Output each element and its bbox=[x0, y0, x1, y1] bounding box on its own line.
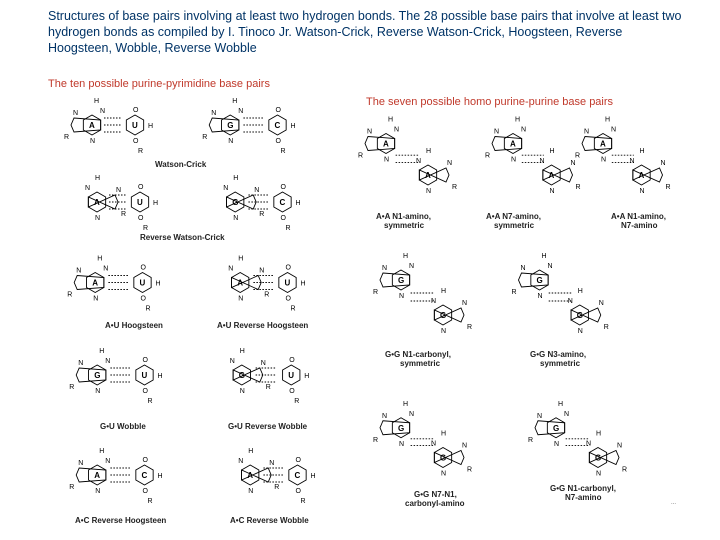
svg-text:G: G bbox=[238, 371, 246, 380]
svg-text:O: O bbox=[142, 388, 148, 395]
svg-text:C: C bbox=[274, 121, 281, 130]
svg-text:A: A bbox=[638, 171, 645, 180]
svg-text:H: H bbox=[239, 348, 245, 355]
svg-text:N: N bbox=[570, 160, 576, 167]
svg-text:H: H bbox=[541, 253, 547, 260]
svg-text:H: H bbox=[403, 400, 409, 408]
svg-text:A: A bbox=[247, 471, 253, 480]
svg-text:N: N bbox=[90, 138, 96, 145]
molecule-pair-drawing bbox=[350, 112, 470, 202]
pair-label-aa-n1-amino: A•A N1-amino, bbox=[376, 212, 431, 221]
svg-text:O: O bbox=[295, 488, 301, 495]
svg-text:N: N bbox=[238, 458, 244, 465]
svg-text:A: A bbox=[94, 471, 100, 480]
svg-text:U: U bbox=[132, 121, 138, 130]
svg-text:H: H bbox=[441, 430, 447, 438]
svg-text:O: O bbox=[285, 264, 291, 272]
svg-text:N: N bbox=[95, 488, 101, 495]
svg-text:A: A bbox=[510, 139, 516, 149]
svg-text:R: R bbox=[665, 184, 671, 191]
svg-text:N: N bbox=[93, 295, 99, 303]
molecule-pair-drawing bbox=[365, 245, 485, 345]
molecule-pair-drawing bbox=[60, 250, 170, 315]
svg-text:R: R bbox=[528, 436, 534, 444]
svg-text:O: O bbox=[275, 107, 281, 114]
pair-label-gu-reverse-wobble: G•U Reverse Wobble bbox=[228, 422, 308, 431]
svg-text:O: O bbox=[275, 138, 281, 145]
svg-text:H: H bbox=[388, 116, 394, 124]
svg-text:H: H bbox=[304, 373, 310, 380]
svg-text:H: H bbox=[232, 98, 238, 105]
svg-text:G: G bbox=[398, 423, 405, 433]
page-title: Structures of base pairs involving at least two hydrogen bonds. The 28 possible base pairs that involve at least two hydrogen bonds as compiled by I. Tinoco Jr. Watson-Crick, Reverse Watson-Crick, Hoogsteen, Reverse Hoogsteen, Wobble, Reverse Wobble bbox=[48, 9, 682, 55]
svg-text:H: H bbox=[99, 348, 105, 355]
svg-text:H: H bbox=[99, 448, 105, 455]
svg-text:N: N bbox=[416, 158, 422, 165]
svg-text:R: R bbox=[373, 289, 379, 296]
svg-text:R: R bbox=[64, 134, 70, 141]
svg-text:N: N bbox=[382, 412, 388, 420]
svg-text:O: O bbox=[138, 215, 144, 222]
svg-text:N: N bbox=[537, 412, 543, 420]
svg-text:R: R bbox=[603, 324, 609, 331]
svg-text:N: N bbox=[211, 110, 217, 117]
svg-text:N: N bbox=[554, 440, 560, 448]
pair-label-aa-n1-n7-amino: A•A N1-amino, bbox=[611, 212, 666, 221]
svg-text:N: N bbox=[586, 440, 592, 448]
svg-text:R: R bbox=[121, 211, 127, 218]
svg-text:G: G bbox=[227, 121, 234, 130]
svg-text:N: N bbox=[269, 460, 275, 467]
svg-text:H: H bbox=[577, 288, 583, 295]
svg-text:H: H bbox=[295, 200, 301, 207]
pair-label-ac-reverse-wobble: A•C Reverse Wobble bbox=[230, 516, 309, 525]
svg-text:R: R bbox=[452, 184, 458, 191]
svg-text:H: H bbox=[97, 255, 103, 263]
svg-text:N: N bbox=[426, 188, 432, 195]
svg-text:C: C bbox=[294, 471, 301, 480]
svg-text:N: N bbox=[384, 156, 390, 164]
svg-text:A: A bbox=[600, 139, 606, 149]
svg-text:R: R bbox=[147, 498, 153, 505]
svg-text:N: N bbox=[564, 410, 570, 418]
svg-text:R: R bbox=[264, 291, 270, 299]
molecule-pair-drawing bbox=[205, 250, 315, 315]
svg-text:N: N bbox=[248, 488, 254, 495]
svg-text:R: R bbox=[575, 184, 581, 191]
svg-text:O: O bbox=[289, 388, 295, 395]
svg-text:R: R bbox=[285, 225, 291, 232]
svg-text:R: R bbox=[622, 466, 628, 474]
svg-text:N: N bbox=[549, 188, 555, 195]
molecule-pair-drawing bbox=[205, 340, 320, 410]
svg-text:N: N bbox=[409, 263, 415, 270]
svg-text:H: H bbox=[290, 123, 296, 130]
svg-text:N: N bbox=[382, 265, 388, 272]
svg-text:H: H bbox=[153, 200, 159, 207]
molecule-pair-drawing bbox=[62, 440, 172, 510]
svg-text:R: R bbox=[485, 152, 491, 160]
svg-text:N: N bbox=[238, 295, 244, 303]
svg-text:N: N bbox=[547, 263, 553, 270]
svg-text:G: G bbox=[536, 276, 543, 285]
svg-text:H: H bbox=[148, 123, 154, 130]
svg-text:N: N bbox=[85, 185, 91, 192]
svg-text:N: N bbox=[462, 442, 468, 450]
svg-text:U: U bbox=[288, 371, 295, 380]
molecule-pair-drawing bbox=[200, 172, 310, 232]
svg-text:O: O bbox=[295, 457, 301, 464]
svg-text:H: H bbox=[157, 473, 163, 480]
svg-text:N: N bbox=[399, 293, 405, 300]
svg-text:N: N bbox=[584, 128, 590, 136]
svg-text:N: N bbox=[73, 110, 79, 117]
svg-text:H: H bbox=[515, 116, 521, 124]
svg-text:R: R bbox=[138, 148, 144, 155]
svg-text:H: H bbox=[94, 98, 100, 105]
pair-label-gu-wobble: G•U Wobble bbox=[100, 422, 146, 431]
svg-text:C: C bbox=[141, 471, 148, 480]
pair-label-au-reverse-hoogsteen: A•U Reverse Hoogsteen bbox=[217, 321, 309, 330]
molecule-pair-drawing bbox=[215, 440, 325, 510]
svg-text:R: R bbox=[69, 384, 75, 391]
svg-text:N: N bbox=[116, 187, 122, 194]
molecule-pair-drawing bbox=[570, 112, 680, 202]
svg-text:N: N bbox=[567, 298, 573, 305]
svg-text:N: N bbox=[431, 298, 437, 305]
svg-text:R: R bbox=[143, 225, 149, 232]
svg-text:O: O bbox=[280, 215, 286, 222]
svg-text:N: N bbox=[577, 328, 583, 335]
svg-text:N: N bbox=[447, 160, 453, 167]
svg-text:O: O bbox=[280, 184, 286, 191]
svg-text:A: A bbox=[92, 278, 98, 288]
svg-text:R: R bbox=[467, 324, 473, 331]
svg-text:R: R bbox=[145, 305, 151, 313]
svg-text:N: N bbox=[367, 128, 373, 136]
svg-text:N: N bbox=[596, 470, 602, 478]
svg-text:N: N bbox=[539, 158, 545, 165]
svg-text:N: N bbox=[617, 442, 623, 450]
pair-label-aa-n1-amino-sub: symmetric bbox=[384, 221, 425, 230]
svg-text:N: N bbox=[494, 128, 500, 136]
svg-text:H: H bbox=[596, 430, 602, 438]
pair-label-gg-n1-n7-amino-sub: N7-amino bbox=[565, 493, 602, 502]
svg-text:N: N bbox=[399, 440, 405, 448]
svg-text:N: N bbox=[78, 460, 84, 467]
svg-text:G: G bbox=[94, 371, 101, 380]
svg-text:R: R bbox=[202, 134, 208, 141]
svg-text:N: N bbox=[229, 358, 235, 365]
molecule-pair-drawing bbox=[62, 340, 172, 410]
molecule-pair-drawing bbox=[60, 95, 160, 155]
pair-label-au-hoogsteen: A•U Hoogsteen bbox=[105, 321, 163, 330]
svg-text:G: G bbox=[440, 311, 447, 320]
svg-text:N: N bbox=[520, 265, 526, 272]
svg-text:N: N bbox=[639, 188, 645, 195]
svg-text:G: G bbox=[232, 198, 239, 207]
svg-text:H: H bbox=[157, 373, 163, 380]
svg-text:N: N bbox=[228, 138, 234, 145]
svg-text:N: N bbox=[660, 160, 666, 167]
svg-text:R: R bbox=[294, 398, 300, 405]
svg-text:N: N bbox=[431, 440, 437, 448]
svg-text:H: H bbox=[441, 288, 447, 295]
svg-text:R: R bbox=[280, 148, 286, 155]
left-section-heading: The ten possible purine-pyrimidine base pairs bbox=[48, 78, 270, 90]
svg-text:N: N bbox=[95, 388, 101, 395]
pair-label-gg-n1-carbonyl-sub: symmetric bbox=[400, 359, 441, 368]
svg-text:R: R bbox=[69, 484, 75, 491]
svg-text:A: A bbox=[89, 121, 95, 130]
svg-text:A: A bbox=[237, 278, 243, 288]
svg-text:N: N bbox=[598, 300, 604, 307]
svg-text:N: N bbox=[76, 267, 82, 275]
svg-text:R: R bbox=[300, 498, 306, 505]
page-mark: ... bbox=[670, 500, 676, 506]
molecule-pair-drawing bbox=[365, 398, 485, 483]
svg-text:N: N bbox=[95, 215, 101, 222]
svg-text:N: N bbox=[462, 300, 468, 307]
svg-text:R: R bbox=[259, 211, 265, 218]
svg-text:O: O bbox=[140, 295, 146, 303]
svg-text:N: N bbox=[238, 108, 244, 115]
svg-text:R: R bbox=[575, 152, 581, 160]
svg-text:O: O bbox=[138, 184, 144, 191]
svg-text:N: N bbox=[521, 126, 527, 134]
svg-text:N: N bbox=[254, 187, 260, 194]
svg-text:G: G bbox=[553, 423, 560, 433]
svg-text:U: U bbox=[139, 278, 146, 288]
pair-label-aa-n7-amino-sub: symmetric bbox=[494, 221, 535, 230]
pair-label-gg-n7-n1-sub: carbonyl-amino bbox=[405, 499, 465, 508]
molecule-pair-drawing bbox=[195, 95, 305, 155]
svg-text:N: N bbox=[511, 156, 517, 164]
svg-text:R: R bbox=[373, 436, 379, 444]
svg-text:N: N bbox=[100, 108, 106, 115]
svg-text:R: R bbox=[290, 305, 296, 313]
svg-text:R: R bbox=[147, 398, 153, 405]
svg-text:N: N bbox=[105, 358, 111, 365]
svg-text:N: N bbox=[228, 265, 234, 273]
svg-text:G: G bbox=[398, 276, 405, 285]
svg-text:H: H bbox=[155, 280, 161, 288]
svg-text:U: U bbox=[284, 278, 291, 288]
svg-text:N: N bbox=[601, 156, 607, 164]
svg-text:H: H bbox=[95, 175, 101, 182]
pair-label-aa-n7-amino: A•A N7-amino, bbox=[486, 212, 541, 221]
pair-label-gg-n1-carbonyl: G•G N1-carbonyl, bbox=[385, 350, 451, 359]
svg-text:G: G bbox=[440, 453, 447, 463]
molecule-pair-drawing bbox=[65, 172, 165, 232]
pair-label-gg-n3-amino: G•G N3-amino, bbox=[530, 350, 587, 359]
svg-text:N: N bbox=[223, 185, 229, 192]
pair-label-gg-n3-amino-sub: symmetric bbox=[540, 359, 581, 368]
svg-text:H: H bbox=[605, 116, 611, 124]
svg-text:H: H bbox=[300, 280, 306, 288]
pair-label-aa-n1-n7-amino-sub: N7-amino bbox=[621, 221, 658, 230]
svg-text:H: H bbox=[403, 253, 409, 260]
svg-text:G: G bbox=[595, 453, 602, 463]
svg-text:N: N bbox=[233, 215, 239, 222]
right-section-heading: The seven possible homo purine-purine base pairs bbox=[366, 96, 614, 108]
svg-text:N: N bbox=[78, 360, 84, 367]
svg-text:O: O bbox=[142, 457, 148, 464]
svg-text:H: H bbox=[549, 148, 555, 155]
svg-text:A: A bbox=[94, 198, 100, 207]
svg-text:N: N bbox=[629, 158, 635, 165]
svg-text:N: N bbox=[394, 126, 400, 134]
svg-text:H: H bbox=[310, 473, 316, 480]
svg-text:H: H bbox=[248, 448, 254, 455]
pair-label-reverse-watson-crick: Reverse Watson-Crick bbox=[140, 233, 225, 242]
svg-text:N: N bbox=[105, 458, 111, 465]
svg-text:N: N bbox=[260, 360, 266, 367]
svg-text:O: O bbox=[142, 357, 148, 364]
svg-text:R: R bbox=[358, 152, 364, 160]
svg-text:N: N bbox=[259, 267, 265, 275]
svg-text:R: R bbox=[265, 384, 271, 391]
svg-text:H: H bbox=[558, 400, 564, 408]
svg-text:A: A bbox=[425, 171, 431, 180]
svg-text:G: G bbox=[576, 311, 583, 320]
svg-text:N: N bbox=[103, 265, 109, 273]
pair-label-gg-n1-n7-amino: G•G N1-carbonyl, bbox=[550, 484, 616, 493]
svg-text:U: U bbox=[137, 198, 143, 207]
svg-text:H: H bbox=[233, 175, 239, 182]
svg-text:R: R bbox=[274, 484, 280, 491]
svg-text:H: H bbox=[238, 255, 244, 263]
svg-text:A: A bbox=[383, 139, 389, 149]
svg-text:N: N bbox=[611, 126, 617, 134]
svg-text:R: R bbox=[511, 289, 517, 296]
svg-text:A: A bbox=[548, 171, 555, 180]
svg-text:O: O bbox=[289, 357, 295, 364]
svg-text:O: O bbox=[142, 488, 148, 495]
svg-text:N: N bbox=[239, 388, 245, 395]
molecule-pair-drawing bbox=[520, 398, 640, 483]
svg-text:O: O bbox=[285, 295, 291, 303]
svg-text:N: N bbox=[537, 293, 543, 300]
svg-text:R: R bbox=[467, 466, 473, 474]
svg-text:U: U bbox=[141, 371, 148, 380]
svg-text:N: N bbox=[441, 470, 447, 478]
svg-text:O: O bbox=[140, 264, 146, 272]
svg-text:N: N bbox=[409, 410, 415, 418]
pair-label-ac-reverse-hoogsteen: A•C Reverse Hoogsteen bbox=[75, 516, 167, 525]
svg-text:O: O bbox=[133, 107, 139, 114]
svg-text:H: H bbox=[639, 148, 645, 155]
pair-label-watson-crick: Watson-Crick bbox=[155, 160, 207, 169]
molecule-pair-drawing bbox=[505, 245, 620, 345]
svg-text:O: O bbox=[133, 138, 139, 145]
pair-label-gg-n7-n1: G•G N7-N1, bbox=[414, 490, 457, 499]
svg-text:R: R bbox=[67, 291, 73, 299]
svg-text:N: N bbox=[441, 328, 447, 335]
svg-text:H: H bbox=[426, 148, 432, 155]
svg-text:C: C bbox=[279, 198, 286, 207]
